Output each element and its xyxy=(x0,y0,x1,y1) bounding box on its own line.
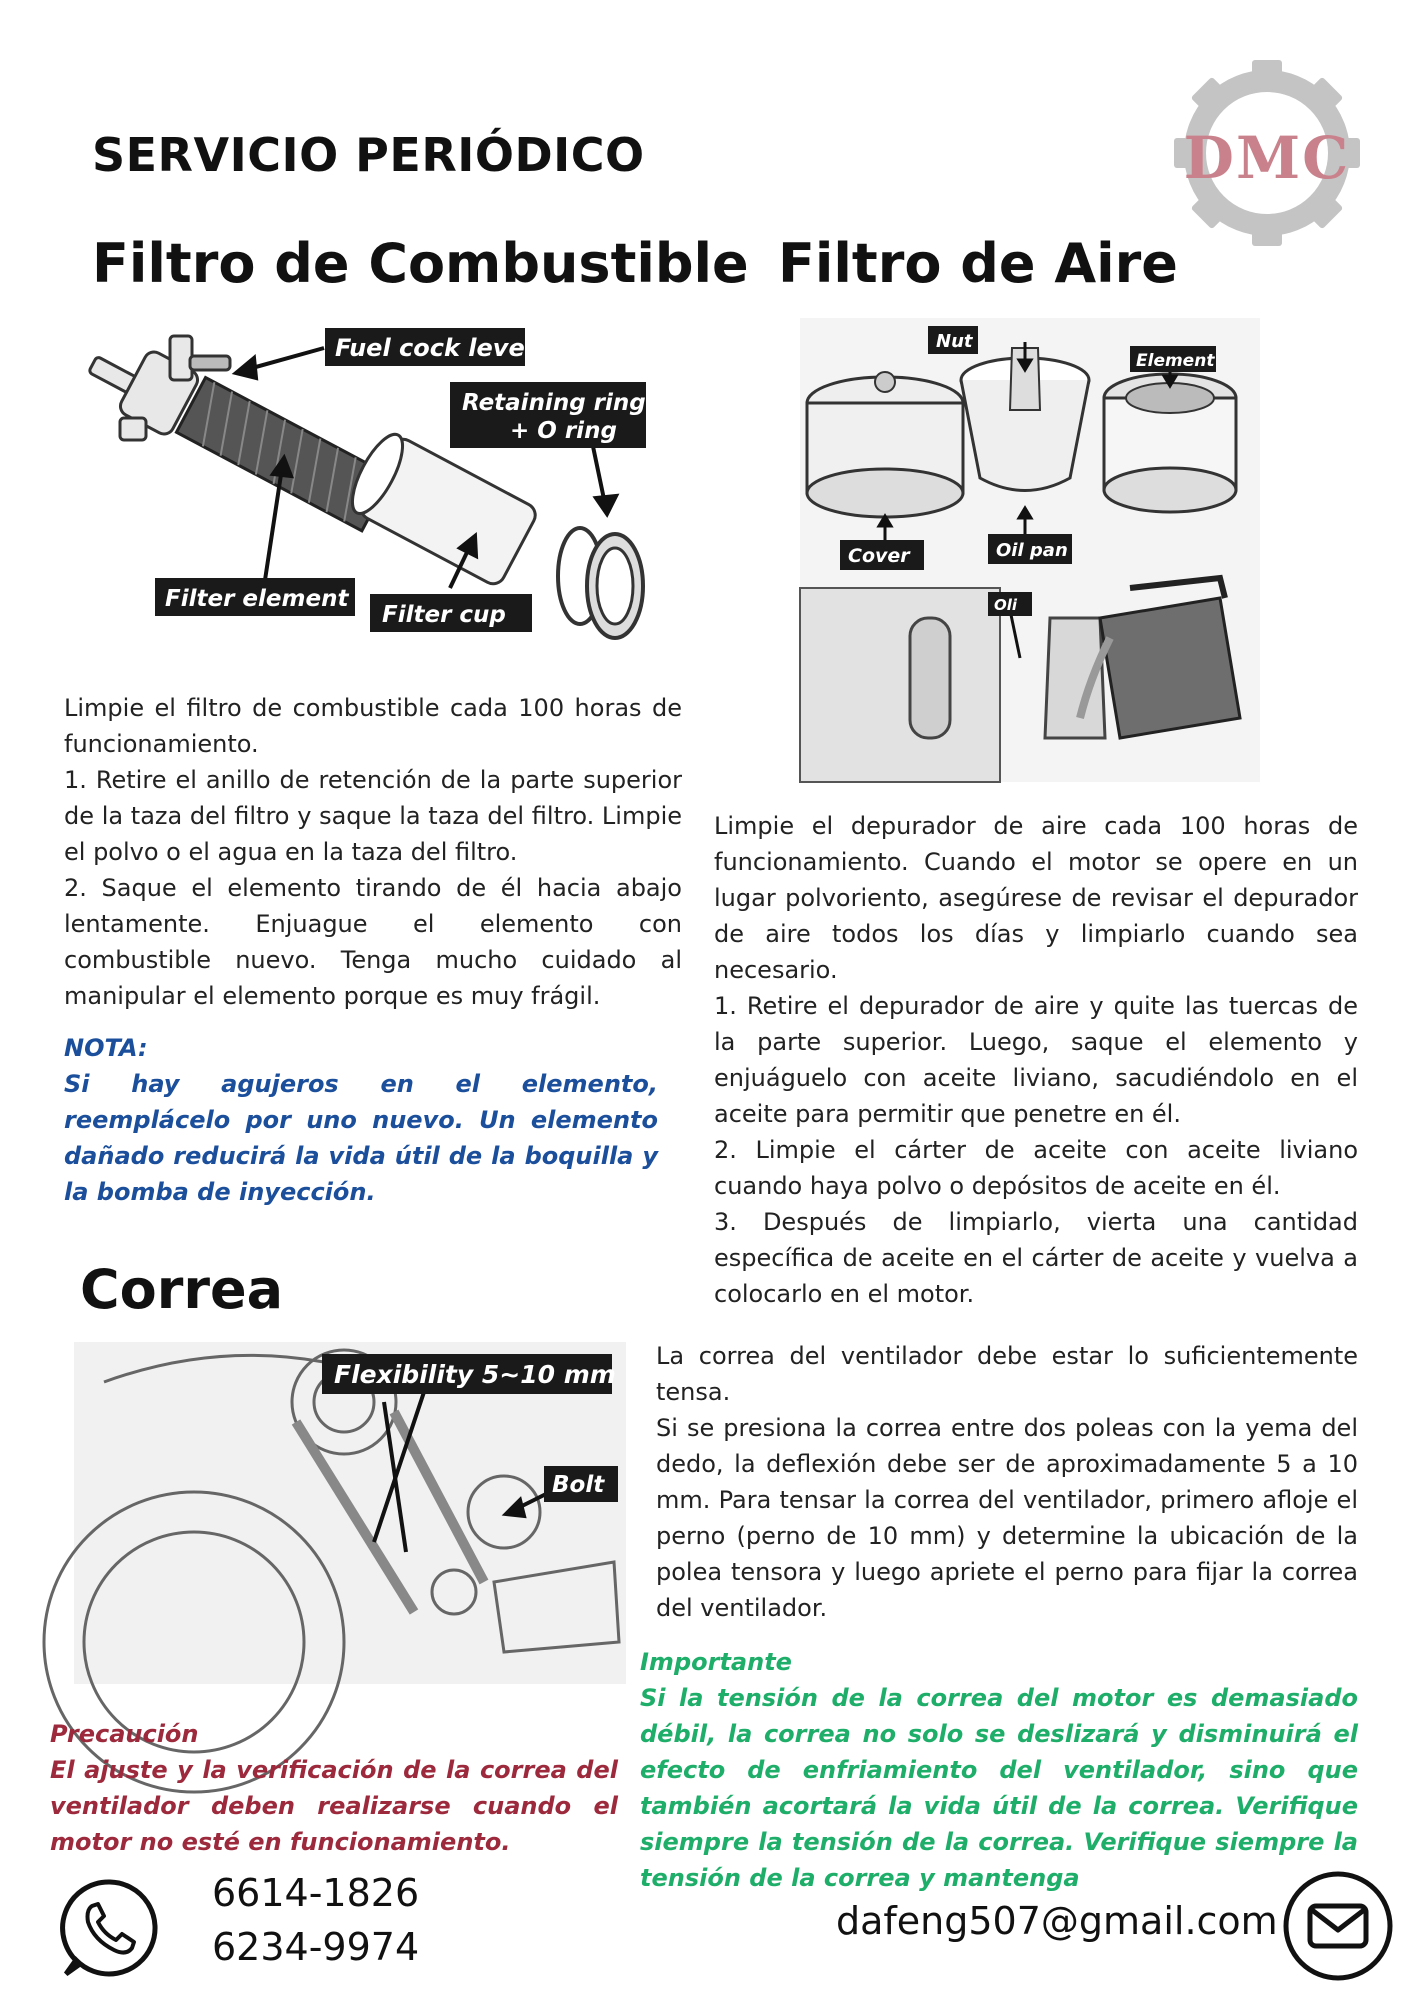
element-label: Element xyxy=(1136,351,1215,371)
bolt-label: Bolt xyxy=(552,1472,605,1498)
air-filter-paragraph: 1. Retire el depurador de aire y quite las tuercas de la parte superior. Luego, saque el elemento y enjuáguelo con aceite liviano, sacudiéndolo en el aceite para permitir que penetre en él. xyxy=(714,992,1358,1128)
phone-number[interactable]: 6234-9974 xyxy=(212,1925,420,1969)
retaining-ring-label-1: Retaining ring xyxy=(462,390,646,416)
important-note xyxy=(640,1644,1358,1892)
belt-paragraph: La correa del ventilador debe estar lo suficientemente tensa. xyxy=(656,1342,1358,1406)
belt-paragraph: Si se presiona la correa entre dos poleas con la yema del dedo, la deflexión debe ser de aproximadamente 5 a 10 mm. Para tensar la correa del ventilador, primero afloje el perno (perno de 10 mm) y determine la ubicación de la polea tensora y luego apriete el perno para fijar la correa del ventilador. xyxy=(656,1414,1358,1622)
whatsapp-icon[interactable] xyxy=(58,1876,162,1980)
caution-note xyxy=(50,1716,618,1860)
important-text: Si la tensión de la correa del motor es demasiado débil, la correa no solo se deslizará y disminuirá el efecto de enfriamiento del ventilador, sino que también acortará la vida útil de la correa. Verifique siempre la tensión de la correa. Verifique siempre la tensión de la correa y mantenga xyxy=(640,1684,1358,1892)
important-title: Importante xyxy=(640,1648,792,1676)
email-address[interactable]: dafeng507@gmail.com xyxy=(836,1899,1278,1943)
air-filter-paragraph: 3. Después de limpiarlo, vierta una cantidad específica de aceite en el cárter de aceite y vuelva a colocarlo en el motor. xyxy=(714,1208,1358,1308)
mail-icon[interactable] xyxy=(1282,1870,1394,1982)
phone-list xyxy=(212,1866,419,1974)
oil-pan-label: Oil pan xyxy=(996,540,1068,561)
fuel-filter-note xyxy=(64,1030,658,1210)
fuel-filter-heading: Filtro de Combustible xyxy=(92,232,749,295)
note-title: NOTA: xyxy=(64,1034,148,1062)
air-filter-text xyxy=(714,808,1358,1312)
caution-title: Precaución xyxy=(50,1720,199,1748)
belt-heading: Correa xyxy=(80,1258,284,1321)
retaining-ring-label-2: + O ring xyxy=(510,418,617,444)
logo-text: DMC xyxy=(1183,124,1351,192)
flexibility-label: Flexibility 5~10 mm xyxy=(334,1360,616,1389)
air-filter-heading: Filtro de Aire xyxy=(778,232,1178,295)
fuel-filter-text xyxy=(64,690,682,1014)
belt-figure xyxy=(74,1342,626,1684)
filter-cup-label: Filter cup xyxy=(382,602,506,628)
fuel-filter-paragraph: 2. Saque el elemento tirando de él hacia abajo lentamente. Enjuague el elemento con combustible nuevo. Tenga mucho cuidado al manipular el elemento porque es muy frágil. xyxy=(64,874,682,1010)
fuel-cock-lever-label: Fuel cock lever xyxy=(335,334,537,362)
note-text: Si hay agujeros en el elemento, reemplácelo por uno nuevo. Un elemento dañado reducirá la vida útil de la boquilla y la bomba de inyección. xyxy=(64,1070,658,1206)
nut-label: Nut xyxy=(936,331,973,352)
air-filter-paragraph: 2. Limpie el cárter de aceite con aceite liviano cuando haya polvo o depósitos de aceite en él. xyxy=(714,1136,1358,1200)
oli-label: Oli xyxy=(994,596,1018,614)
phone-number[interactable]: 6614-1826 xyxy=(212,1871,420,1915)
caution-text: El ajuste y la verificación de la correa del ventilador deben realizarse cuando el motor no esté en funcionamiento. xyxy=(50,1756,618,1856)
dmc-logo xyxy=(1172,58,1362,248)
air-filter-paragraph: Limpie el depurador de aire cada 100 horas de funcionamiento. Cuando el motor se opere en un lugar polvoriento, asegúrese de revisar el depurador de aire todos los días y limpiarlo cuando sea necesario. xyxy=(714,812,1358,984)
fuel-filter-paragraph: 1. Retire el anillo de retención de la parte superior de la taza del filtro y saque la taza del filtro. Limpie el polvo o el agua en la taza del filtro. xyxy=(64,766,682,866)
fuel-filter-figure xyxy=(70,318,670,648)
page-title: SERVICIO PERIÓDICO xyxy=(92,128,645,182)
fuel-filter-paragraph: Limpie el filtro de combustible cada 100 horas de funcionamiento. xyxy=(64,694,682,758)
belt-text xyxy=(656,1338,1358,1626)
filter-element-label: Filter element xyxy=(165,586,349,612)
air-filter-figure xyxy=(800,318,1260,782)
cover-label: Cover xyxy=(848,545,910,567)
